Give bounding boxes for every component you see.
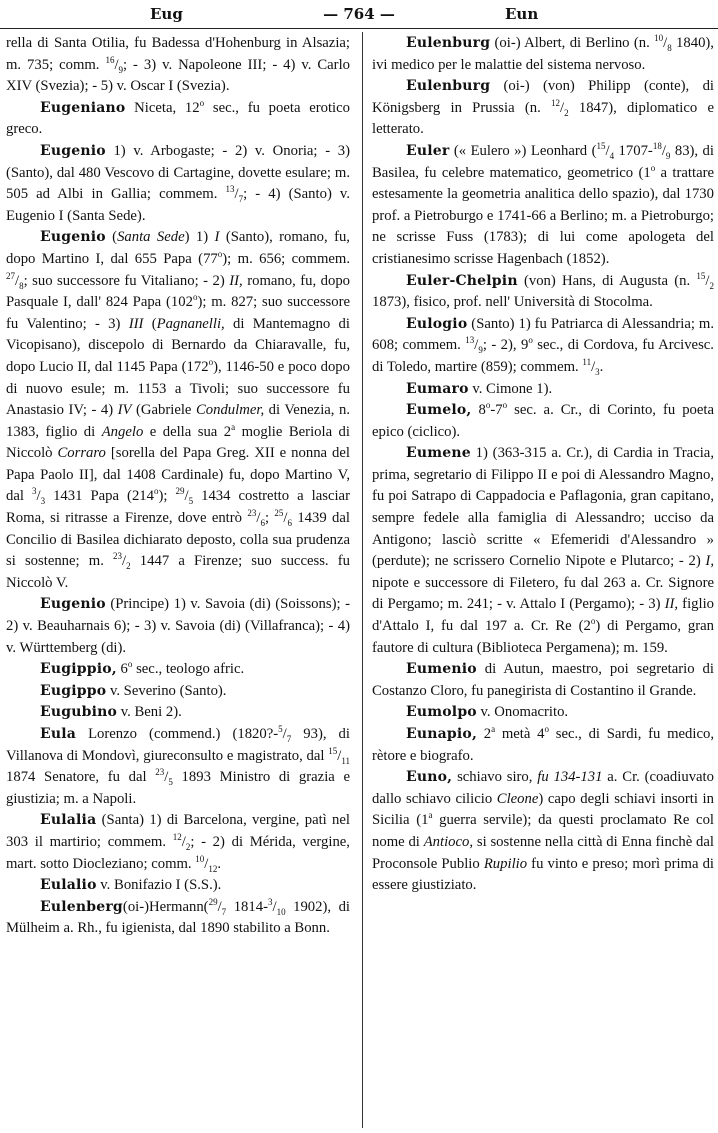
entry-text: 1) (363-315 a. Cr.), di Cardia in Tracia, prima, segretario di Filippo II e poi di Alessandro Magno, fu poi Satrapo di Cappadocia e Paflagonia, gran capitano, sempre fedele alla famiglia di Alessandro; ucciso da Antigono; lasciò scritte « Efemeridi d'Alessandro » (perdute); ne scrissero Cornelio Nipote e Plutarco; - 2) I, nipote e successore di Filetero, fu dal 263 a. Cr. Signore di Pergamo; m. 241; - v. Attalo I (Pergamo); - 3) II, figlio d'Attalo I, fu dal 197 a. Cr. Re (2$^o$) di Pergamo, gran fautore di cultura (Biblioteca Pergamena); m. 159. bbox=[372, 445, 715, 656]
dictionary-entry bbox=[6, 724, 350, 810]
page-header bbox=[0, 0, 718, 29]
entry-text: (Santa) 1) di Barcelona, vergine, patì nel 303 il martirio; commem. $^{12}/_2$; - 2) di Mérida, vergine, mart. sotto Diocleziano; comm. $^{10}/_{12}$. bbox=[6, 812, 350, 874]
entry-headword: Euler-Chelpin bbox=[406, 272, 518, 289]
entry-headword: Eulenberg bbox=[40, 898, 123, 915]
dictionary-entry bbox=[6, 227, 350, 594]
entry-headword: Eulalio bbox=[40, 877, 97, 894]
entry-text: (oi-) (von) Philipp (conte), di Königsberg in Prussia (n. $^{12}/_2$ 1847), diplomatico e letterato. bbox=[372, 78, 714, 138]
entry-text: $(oi-)Hermann(^{29}/_7$ $1814-^3/_{10}$ 1902), di Mülheim a. Rh., fu igienista, dal 1890 stabilito a Bonn. bbox=[6, 896, 350, 937]
entry-text: rella di Santa Otilia, fu Badessa d'Hohenburg in Alsazia; m. 735; comm. $^{16}/_9$; - 3) v. Napoleone III; - 4) v. Carlo XIV (Svezia); - 5) v. Oscar I (Svezia). bbox=[6, 35, 350, 95]
entry-headword: Eulogio bbox=[406, 315, 468, 332]
entry-text: Lorenzo (commend.) ($1820?-^5/_7$ 93), di Villanova di Mondovì, giureconsulto e magistrato, dal $^{15}/_{11}$ 1874 Senatore, fu dal $^{23}/_5$ 1893 Ministro di grazia e giustizia; m. a Napoli. bbox=[6, 724, 350, 807]
entry-headword: Eugubino bbox=[40, 704, 118, 721]
dictionary-entry bbox=[372, 76, 714, 141]
entry-headword: Eugippo bbox=[40, 682, 107, 699]
dictionary-entry bbox=[6, 897, 350, 940]
dictionary-entry bbox=[372, 443, 714, 659]
entry-text: v. Cimone 1). bbox=[468, 380, 553, 397]
entry-headword: Eulenburg bbox=[406, 35, 491, 51]
right-column bbox=[372, 33, 714, 897]
entry-text: (oi-) Albert, di Berlino (n. $^{10}/_8$ 1840), ivi medico per le malattie del sistema nervoso. bbox=[372, 33, 714, 73]
entry-text: v. Severino (Santo). bbox=[106, 682, 227, 699]
entry-text: v. Onomacrito. bbox=[476, 704, 569, 721]
dictionary-entry bbox=[372, 379, 714, 401]
column-divider bbox=[362, 32, 363, 1128]
entry-headword: Eumolpo bbox=[406, 704, 477, 721]
dictionary-entry bbox=[372, 659, 714, 702]
dictionary-entry bbox=[372, 314, 714, 379]
entry-text: (Santa Sede) 1) I (Santo), romano, fu, dopo Martino I, dal 655 Papa (77$^o$); m. 656; commem. $^{27}/_8$; suo successore fu Vitaliano; - 2) II, romano, fu, dopo Pasquale I, dall' 824 Papa (102$^o$); m. 827; suo successore fu Valentino; - 3) III (Pagnanelli, di Mantemagno di Vicopisano), discepolo di Bernardo da Chiaravalle, fu, dopo Lucio II, dal 1145 Papa (172$^o$), 1146-50 e poco dopo di nuovo esule; m. 1153 a Tivoli; suo successore fu Anastasio IV; - 4) IV (Gabriele Condulmer, di Venezia, n. 1383, figlio di Angelo e della sua 2$^a$ moglie Beriola di Niccolò Corraro [sorella del Papa Greg. XII e nonna del Papa Paolo II], dal 1408 Cardinale) fu, dopo Martino V, dal $^3/_3$ 1431 Papa (214$^o$); $^{29}/_5$ 1434 costretto a lasciar Roma, si ritrasse a Firenze, dove entrò $^{23}/_6$; $^{25}/_6$ 1439 dal Concilio di Basilea dichiarato deposto, colla sua prudenza si sostenne; m. $^{23}/_2$ 1447 a Firenze; suo success. fu Niccolò V. bbox=[6, 229, 351, 591]
dictionary-entry bbox=[372, 724, 714, 767]
dictionary-entry bbox=[6, 681, 350, 703]
entry-headword: Eumenio bbox=[406, 661, 477, 678]
entry-headword: Eunapio, bbox=[406, 726, 478, 742]
dictionary-entry bbox=[6, 98, 350, 141]
entry-headword: Eumene bbox=[406, 445, 471, 462]
entry-text: 8$^o$-7$^o$ sec. a. Cr., di Corinto, fu poeta epico (ciclico). bbox=[372, 400, 715, 440]
header-right-guide-word: Eun bbox=[505, 5, 539, 23]
entry-headword: Eulenburg bbox=[406, 78, 491, 95]
dictionary-entry bbox=[372, 33, 714, 76]
entry-text: (Santo) 1) fu Patriarca di Alessandria; m. 608; commem. $^{13}/_9$; - 2), 9$^o$ sec., di Cordova, fu Arcivesc. di Toledo, martire (859); commem. $^{11}/_3$. bbox=[372, 315, 714, 377]
entry-headword: Eula bbox=[40, 726, 77, 742]
left-column bbox=[6, 33, 350, 940]
dictionary-entry bbox=[6, 659, 350, 681]
entry-text: di Autun, maestro, poi segretario di Costanzo Cloro, fu panegirista di Costantino il Grande. bbox=[372, 661, 714, 699]
entry-text: schiavo siro, fu 134-131 a. Cr. (coadiuvato dallo schiavo cilicio Cleone) capo degli schiavi insorti in Sicilia (1$^a$ guerra servile); da questi proclamato Re col nome di Antioco, si sostenne nella città di Enna finchè dal Proconsole Publio Rupilio fu vinto e preso; morì prima di essere giustiziato. bbox=[372, 769, 714, 894]
entry-headword: Eugenio bbox=[40, 142, 106, 159]
header-left-guide-word: Eug bbox=[150, 5, 183, 23]
dictionary-entry bbox=[6, 875, 350, 897]
dictionary-entry bbox=[372, 767, 714, 897]
entry-text: 6$^o$ sec., teologo afric. bbox=[116, 659, 245, 678]
dictionary-entry bbox=[6, 594, 350, 659]
dictionary-entry bbox=[372, 141, 714, 271]
entry-headword: Eugenio bbox=[40, 229, 106, 246]
page-number: — 764 — bbox=[323, 5, 395, 23]
entry-text: 1) v. Arbogaste; - 2) v. Onoria; - 3) (Santo), dal 480 Vescovo di Cartagine, dovette esulare; m. 505 ad Albi in Gallia; commem. $^{13}/_7$; - 4) (Santo) v. Eugenio I (Santa Sede). bbox=[6, 142, 350, 224]
dictionary-entry bbox=[6, 33, 350, 98]
dictionary-entry bbox=[6, 702, 350, 724]
entry-text: (Principe) 1) v. Savoia (di) (Soissons); - 2) v. Beauharnais 6); - 3) v. Savoia (di) (Villafranca); - 4) v. Württemberg (di). bbox=[6, 596, 350, 656]
entry-text: (« Eulero ») Leonhard ($^{15}/_4$ $1707-^{18}/_9$ 83), di Basilea, fu celebre matematico, geometrico (1$^o$ a trattare estesamente la geometria analitica dello spazio), dal 1730 prof. a Pietroburgo e 1741-66 a Berlino; m. a Pietroburgo; ne scrisse Fuss (1783); di lui come apologeta del cristianesimo scrisse Hagenbach (1852). bbox=[372, 141, 714, 267]
dictionary-entry bbox=[6, 810, 350, 875]
dictionary-entry bbox=[372, 400, 714, 443]
entry-text: Niceta, 12$^o$ sec., fu poeta erotico greco. bbox=[6, 97, 350, 138]
dictionary-entry bbox=[372, 271, 714, 314]
entry-headword: Eulalia bbox=[40, 812, 97, 829]
dictionary-entry bbox=[372, 702, 714, 724]
entry-text: (von) Hans, di Augusta (n. $^{15}/_2$ 1873), fisico, prof. nell' Università di Stocolma. bbox=[372, 270, 714, 311]
entry-headword: Eugeniano bbox=[40, 99, 126, 116]
dictionary-entry bbox=[6, 141, 350, 227]
entry-text: 2$^a$ metà 4$^o$ sec., di Sardi, fu medico, rètore e biografo. bbox=[372, 724, 715, 764]
entry-headword: Eumelo, bbox=[406, 402, 472, 419]
entry-text: v. Bonifazio I (S.S.). bbox=[96, 877, 222, 894]
entry-text: v. Beni 2). bbox=[117, 704, 182, 721]
entry-headword: Eumaro bbox=[406, 380, 469, 397]
entry-headword: Euler bbox=[406, 142, 450, 159]
entry-headword: Euno, bbox=[406, 769, 453, 786]
entry-headword: Eugenio bbox=[40, 596, 106, 613]
entry-headword: Eugippio, bbox=[40, 661, 117, 678]
